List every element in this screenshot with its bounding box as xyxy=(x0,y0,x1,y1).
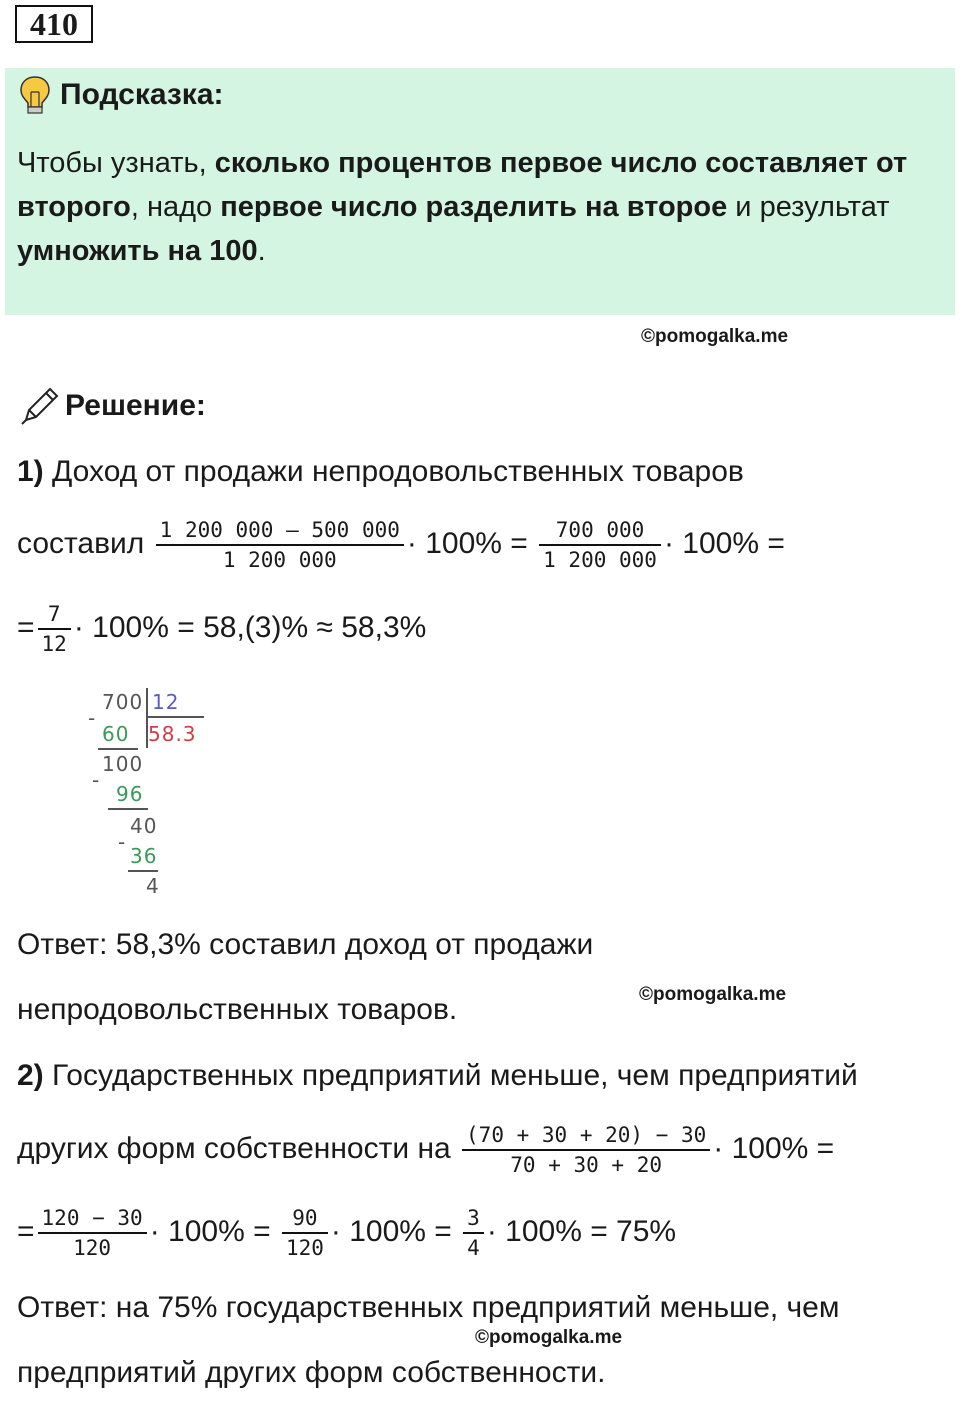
part1-answer-line1: Ответ: 58,3% составил доход от продажи xyxy=(17,928,594,961)
hint-title: Подсказка: xyxy=(60,78,224,111)
fraction: $\frac{90}{120}$ xyxy=(282,1204,328,1262)
fraction: $\frac{(70 + 30 + 20) - 30}{70 + 30 + 20}$ xyxy=(462,1121,710,1179)
fraction: $\frac{1 200 000 - 500 000}{1 200 000}$ xyxy=(156,516,404,574)
part2-line2: других форм собственности на $\frac{(70 + 30 + 20) - 30}{70 + 30 + 20}$ · 100% = xyxy=(17,1123,835,1177)
fraction: $\frac{120 - 30}{120}$ xyxy=(38,1204,147,1262)
fraction: $\frac{700 000}{1 200 000}$ xyxy=(539,516,661,574)
watermark: ©pomogalka.me xyxy=(475,1327,623,1348)
pencil-icon xyxy=(18,386,60,428)
watermark: ©pomogalka.me xyxy=(639,984,787,1005)
part1-answer-line2: непродовольственных товаров. xyxy=(17,993,458,1026)
part2-answer-line2: предприятий других форм собственности. xyxy=(17,1356,606,1389)
long-division: 700 12 58.3 - 60 100 - 96 40 - 36 4 xyxy=(88,688,218,898)
part2-answer-line1: Ответ: на 75% государственных предприятий меньше, чем xyxy=(17,1291,840,1324)
hint-text: Чтобы узнать, сколько процентов первое число составляет от второго, надо первое число разделить на второе и результат умножить на 100. xyxy=(17,147,908,267)
part1-line2: составил $\frac{1 200 000 - 500 000}{1 200 000}$ · 100% = $\frac{700 000}{1 200 000}$ · 100% = xyxy=(17,518,785,572)
lightbulb-icon xyxy=(18,74,52,116)
fraction: $\frac{7}{12}$ xyxy=(38,600,71,658)
fraction: $\frac{3}{4}$ xyxy=(463,1204,484,1262)
solution-title: Решение: xyxy=(65,389,206,422)
part2-line3: = $\frac{120 - 30}{120}$ · 100% = $\frac{90}{120}$ · 100% = $\frac{3}{4}$ · 100% = 75% xyxy=(17,1206,677,1260)
problem-number: 410 xyxy=(15,5,93,43)
part1-line3: = $\frac{7}{12}$ · 100% = 58,(3)% ≈ 58,3% xyxy=(17,602,427,656)
part1-line1: 1) Доход от продажи непродовольственных товаров xyxy=(17,455,744,488)
part2-line1: 2) Государственных предприятий меньше, чем предприятий xyxy=(17,1059,858,1092)
watermark: ©pomogalka.me xyxy=(641,326,789,347)
